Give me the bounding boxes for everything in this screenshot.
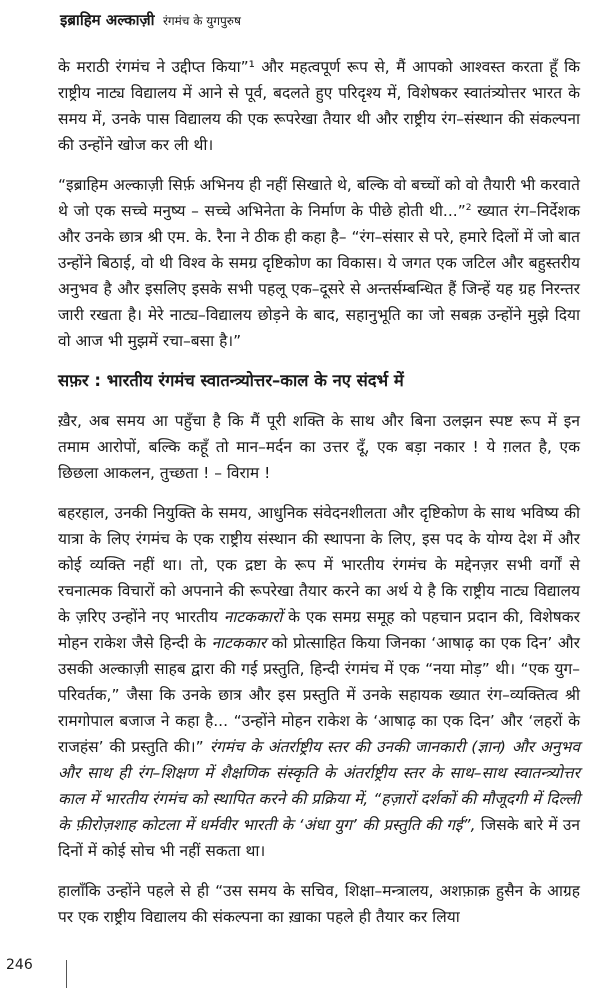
book-title: इब्राहिम अल्काज़ी: [60, 11, 155, 29]
raina-quote: ख्यात रंग–निर्देशक और उनके छात्र श्री एम. के. रैना ने ठीक ही कहा है– “रंग–संसार से परे, हमारे दिलों में जो बात उन्होंने बिठाई, वो थी विश्व के समग्र दृष्टिकोण का विकास। ये जगत एक जटिल और बहुस्तरीय अनुभव है और इसलिए इसके सभी पहलू एक–दूसरे से अन्तर्सम्बन्धित हैं जिन्हें यह ग्रह निरन्तर जारी रखता है। मेरे नाट्य–विद्यालय छोड़ने के बाद, सहानुभूति का जो सबक़ उन्होंने मुझे दिया वो आज भी मुझमें रचा–बसा है।”: [58, 202, 580, 350]
page-number-rule: [66, 960, 67, 988]
p4-italic-3: रंगमंच के अंतर्राष्ट्रीय स्तर की उनकी जानकारी (ज्ञान) और अनुभव और साथ ही रंग–शिक्षण में शैक्षणिक संस्कृति के अंतर्राष्ट्रीय स्तर के साथ–साथ स्वातन्त्र्योत्तर काल में भारतीय रंगमंच को स्थापित करने की प्रक्रिया में, “हज़ारों दर्शकों की मौजूदगी में दिल्ली के फ़ीरोज़शाह कोटला में धर्मवीर भारती के ‘अंधा युग’ की प्रस्तुति की गई”,: [58, 738, 580, 834]
paragraph-3: ख़ैर, अब समय आ पहुँचा है कि मैं पूरी शक्ति के साथ और बिना उलझन स्पष्ट रूप में इन तमाम आरोपों, बल्कि कहूँ तो मान–मर्दन का उत्तर दूँ, एक बड़ा नकार ! ये ग़लत है, एक छिछला आकलन, तुच्छता ! – विराम !: [58, 412, 580, 482]
footnote-marker: 2: [465, 202, 472, 213]
p4-part-c: को प्रोत्साहित किया जिनका ‘आषाढ़ का एक दिन’ और उसकी अल्काज़ी साहब द्वारा की गई प्रस्तुति, हिन्दी रंगमंच में एक “नया मोड़” थी। “एक युग–परिवर्तक,” जैसा कि उनके छात्र और इस प्रस्तुति में उनके सहायक ख्यात रंग–व्यक्तित्व श्री रामगोपाल बजाज ने कहा है... “उन्होंने मोहन राकेश के ‘आषाढ़ का एक दिन’ और ‘लहरों के राजहंस’ की प्रस्तुति की।”: [58, 634, 580, 756]
p4-italic-2: नाटककार: [211, 634, 267, 652]
paragraph-4: [58, 500, 580, 864]
paragraph-1: के मराठी रंगमंच ने उद्दीप्त किया”¹ और महत्वपूर्ण रूप से, मैं आपको आश्वस्त करता हूँ कि राष्ट्रीय नाट्य विद्यालय में आने से पूर्व, बदलते हुए परिदृश्य में, विशेषकर स्वातंत्र्योत्तर भारत के समय में, उनके पास विद्यालय की एक रूपरेखा तैयार थी और राष्ट्रीय रंग–संस्थान की संकल्पना की उन्होंने खोज कर ली थी।: [58, 58, 580, 154]
running-head: [60, 10, 241, 30]
p4-italic-1: नाटककारों: [223, 608, 283, 626]
page-number: 246: [6, 957, 33, 973]
p4-part-a: बहरहाल, उनकी नियुक्ति के समय, आधुनिक संवेदनशीलता और दृष्टिकोण के साथ भविष्य की यात्रा के लिए रंगमंच के एक राष्ट्रीय संस्थान की स्थापना के लिए, इस पद के योग्य देश में और कोई व्यक्ति नहीं था। तो, एक द्रष्टा के रूप में भारतीय रंगमंच के मद्देनज़र सभी वर्गों से रचनात्मक विचारों को अपनाने की रूपरेखा तैयार करने का अर्थ ये है कि राष्ट्रीय नाट्य विद्यालय के ज़रिए उन्होंने नए भारतीय: [58, 504, 580, 626]
quote-alkazi: “इब्राहिम अल्काज़ी सिर्फ़ अभिनय ही नहीं सिखाते थे, बल्कि वो बच्चों को वो तैयारी भी करवाते थे जो एक सच्चे मनुष्य – सच्चे अभिनेता के निर्माण के पीछे होती थी...”: [58, 176, 580, 220]
section-heading: सफ़र : भारतीय रंगमंच स्वातन्त्र्योत्तर–काल के नए संदर्भ में: [58, 371, 404, 390]
p4-part-b: के एक समग्र समूह को पहचान प्रदान की, विशेषकर मोहन राकेश जैसे हिन्दी के: [58, 608, 580, 652]
page-body: [58, 54, 580, 944]
paragraph-5: हालाँकि उन्होंने पहले से ही “उस समय के सचिव, शिक्षा–मन्त्रालय, अशफ़ाक़ हुसैन के आग्रह पर एक राष्ट्रीय विद्यालय की संकल्पना का ख़ाका पहले ही तैयार कर लिया: [58, 882, 580, 926]
paragraph-2: [58, 172, 580, 354]
book-subtitle: रंगमंच के युगपुरुष: [162, 14, 241, 28]
p4-part-d: जिसके बारे में उन दिनों में कोई सोच भी नहीं सकता था।: [58, 816, 580, 860]
